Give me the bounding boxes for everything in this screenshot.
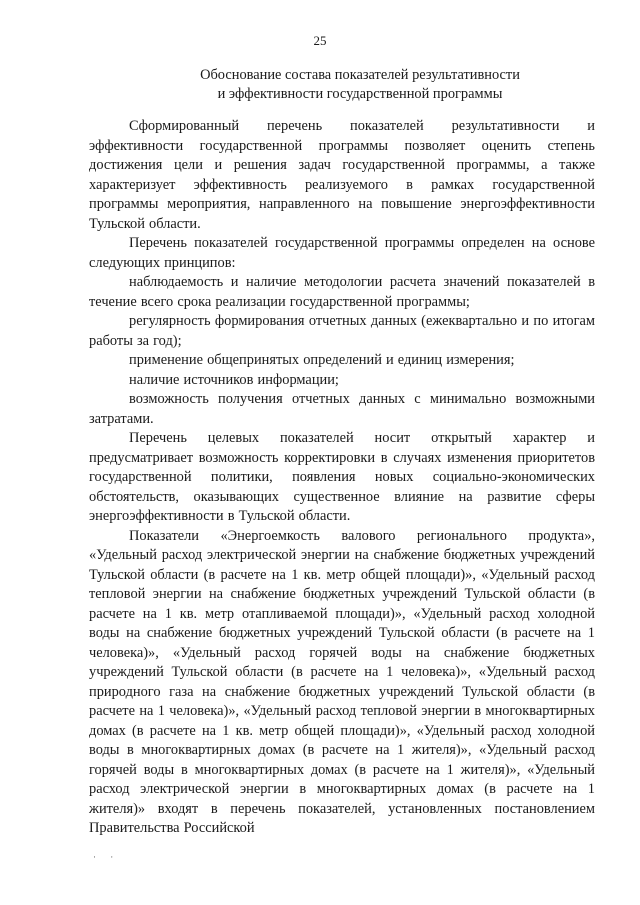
paragraph-indicators: Показатели «Энергоемкость валового регионального продукта», «Удельный расход электрической энергии на снабжение бюджетных учреждений Тульской области (в расчете на 1 кв. метр общей площади)», «Удельный расход тепловой энергии на снабжение бюджетных учреждений Тульской области (в расчете на 1 кв. метр отапливаемой площади)», «Удельный расход холодной воды на снабжение бюджетных учреждений Тульской области (в расчете на 1 человека)», «Удельный расход горячей воды на снабжение бюджетных учреждений Тульской области (в расчете на 1 человека)», «Удельный расход природного газа на снабжение бюджетных учреждений Тульской области (в расчете на 1 человека)», «Удельный расход тепловой энергии в многоквартирных домах (в расчете на 1 кв. метр общей площади)», «Удельный расход холодной воды в многоквартирных домах (в расчете на 1 жителя)», «Удельный расход горячей воды в многоквартирных домах (в расчете на 1 жителя)», «Удельный расход электрической энергии в многоквартирных домах (в расчете на 1 жителя)» входят в перечень показателей, установленных постановлением Правительства Российской <box>89 527 595 836</box>
heading-line-2: и эффективности государственной программы <box>217 86 503 102</box>
paragraph-principles: Перечень показателей государственной программы определен на основе следующих принципов: <box>89 235 595 271</box>
heading-line-1: Обоснование состава показателей результативности <box>200 67 520 83</box>
paragraph-principle-costs: возможность получения отчетных данных с минимально возможными затратами. <box>89 391 595 427</box>
section-heading <box>150 66 570 104</box>
paragraph-open-list: Перечень целевых показателей носит открытый характер и предусматривает возможность корректировки в случаях изменения приоритетов государственной политики, появления новых социально-экономических обстоятельств, оказывающих существенное влияние на развитие сферы энергоэффективности в Тульской области. <box>89 430 595 524</box>
paragraph-principle-definitions: применение общепринятых определений и единиц измерения; <box>129 352 515 368</box>
paragraph-principle-observability: наблюдаемость и наличие методологии расчета значений показателей в течение всего срока реализации государственной программы; <box>89 274 595 310</box>
paragraph-intro: Сформированный перечень показателей результативности и эффективности государственной программы позволяет оценить степень достижения цели и решения задач государственной программы, а также характеризует эффективность реализуемого в рамках государственной программы мероприятия, направленного на повышение энергоэффективности Тульской области. <box>89 118 595 232</box>
scan-artifact: · · <box>93 852 120 862</box>
paragraph-principle-sources: наличие источников информации; <box>129 371 339 388</box>
page-number: 25 <box>313 33 327 48</box>
document-body <box>89 117 595 839</box>
paragraph-principle-regularity: регулярность формирования отчетных данных (ежеквартально и по итогам работы за год); <box>89 313 595 349</box>
